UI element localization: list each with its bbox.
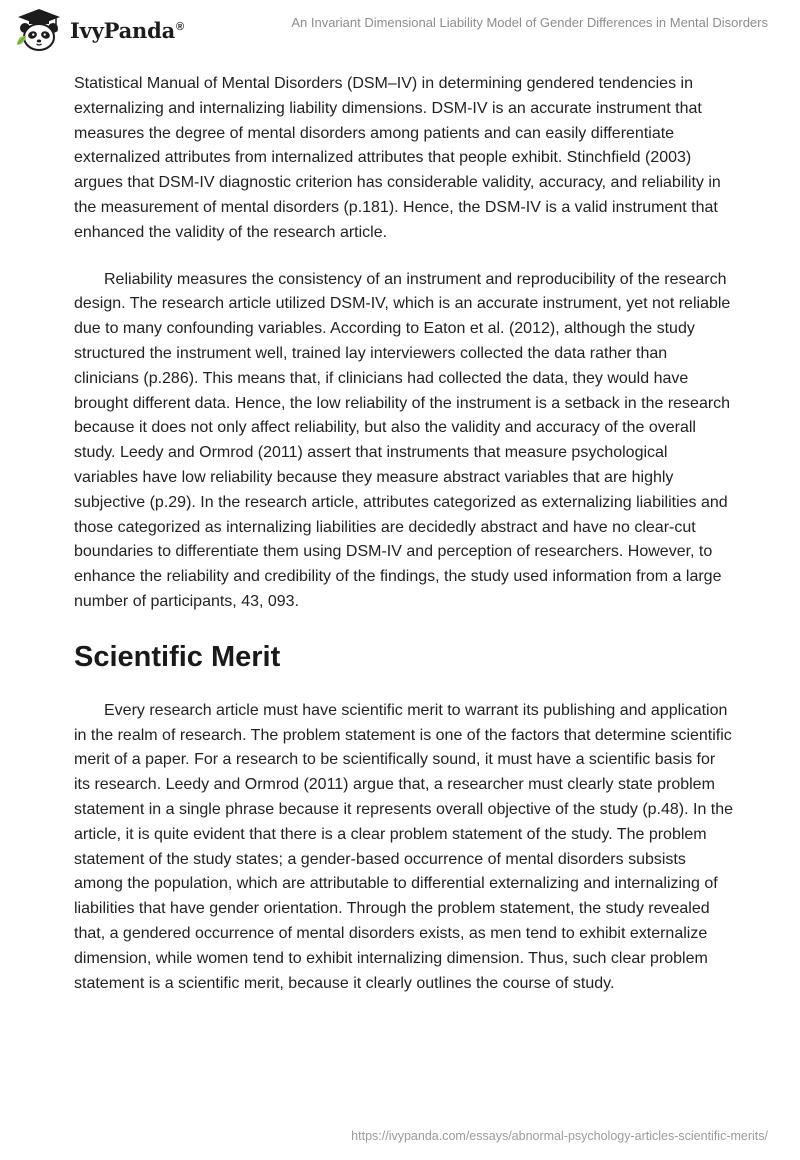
document-title: An Invariant Dimensional Liability Model of Gender Differences in Mental Disorders — [291, 15, 768, 30]
page-header — [0, 0, 800, 60]
paragraph-continued: Statistical Manual of Mental Disorders (DSM–IV) in determining gendered tendencies in externalizing and internalizing liability dimensions. DSM-IV is an accurate instrument that measures the degree of mental disorders among patients and can easily differentiate externalized attributes from internalized attributes that people exhibit. Stinchfield (2003) argues that DSM-IV diagnostic criterion has considerable validity, accuracy, and reliability in the measurement of mental disorders (p.181). Hence, the DSM-IV is a valid instrument that enhanced the validity of the research article. — [74, 75, 721, 241]
logo-wordmark: IvyPanda® — [70, 17, 184, 43]
paragraph-reliability: Reliability measures the consistency of an instrument and reproducibility of the research design. The research article utilized DSM-IV, which is an accurate instrument, yet not reliable due to many confounding variables. According to Eaton et al. (2012), although the study structured the instrument well, trained lay interviewers collected the data rather than clinicians (p.286). This means that, if clinicians had collected the data, they would have brought different data. Hence, the low reliability of the instrument is a setback in the research because it does not only affect reliability, but also the validity and accuracy of the overall study. Leedy and Ormrod (2011) assert that instruments that measure psychological variables have low reliability because they measure abstract variables that are highly subjective (p.29). In the research article, attributes categorized as externalizing liabilities and those categorized as internalizing liabilities are decidedly abstract and have no clear-cut boundaries to differentiate them using DSM-IV and perception of researchers. However, to enhance the reliability and credibility of the findings, the study used information from a large number of participants, 43, 093. — [74, 270, 731, 610]
paragraph-scientific-merit: Every research article must have scientific merit to warrant its publishing and application in the realm of research. The problem statement is one of the factors that determine scientific merit of a paper. For a research to be scientifically sound, it must have a scientific basis for its research. Leedy and Ormrod (2011) argue that, a researcher must clearly state problem statement in a single phrase because it represents overall objective of the study (p.48). In the article, it is quite evident that there is a clear problem statement of the study. The problem statement of the study states; a gender-based occurrence of mental disorders subsists among the population, which are attributable to differential externalizing and internalizing of liabilities that have gender orientation. Through the problem statement, the study revealed that, a gendered occurrence of mental disorders exists, as men tend to exhibit externalize dimension, while women tend to exhibit internalizing dimension. Thus, such clear problem statement is a scientific merit, because it clearly outlines the course of study. — [74, 701, 734, 992]
essay-body — [74, 72, 734, 996]
ivypanda-logo[interactable] — [14, 7, 184, 53]
panda-graduate-icon — [14, 7, 64, 53]
section-heading: Scientific Merit — [74, 640, 281, 673]
source-url[interactable]: https://ivypanda.com/essays/abnormal-psychology-articles-scientific-merits/ — [351, 1129, 768, 1143]
